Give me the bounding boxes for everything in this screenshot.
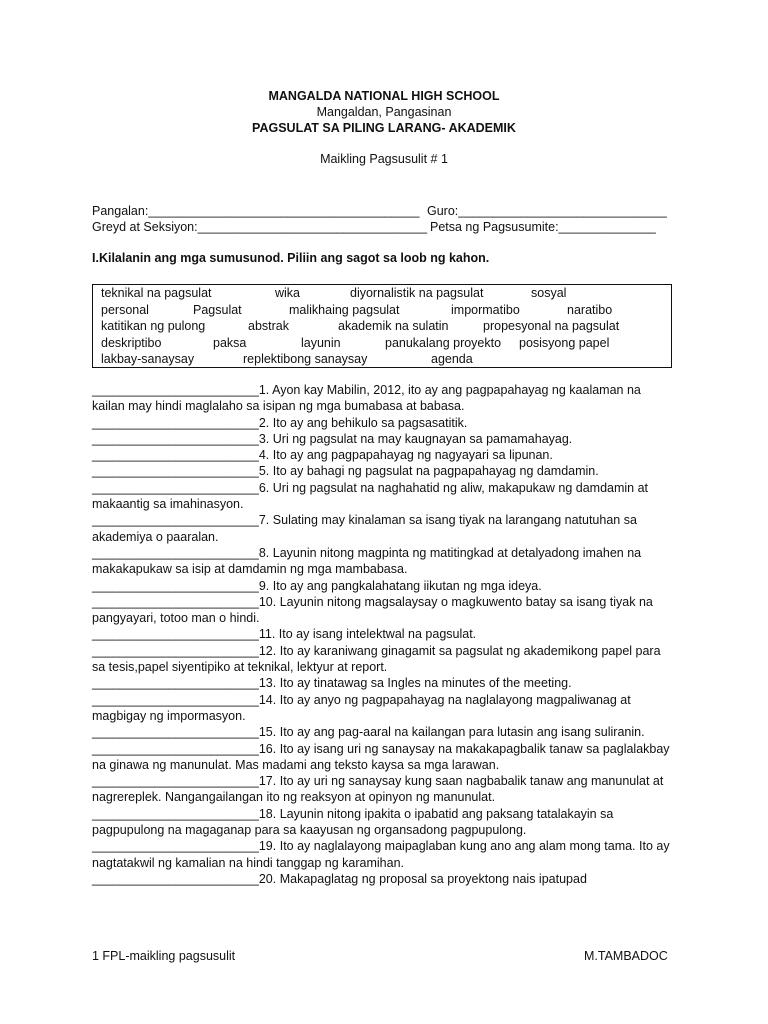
question-continuation: na ginawa ng manunulat. Mas madami ang teksto kaysa sa mga larawan. bbox=[92, 757, 500, 772]
question-continuation: makakapukaw sa isip at damdamin ng mga mambabasa. bbox=[92, 562, 408, 577]
answer-blank[interactable]: ________________________ bbox=[92, 545, 259, 560]
question-number: 2. bbox=[258, 415, 270, 430]
question-text: Ito ay isang uri ng sanaysay na makakapagbalik tanaw sa paglalakbay bbox=[279, 741, 670, 756]
question-number: 13. bbox=[258, 676, 277, 691]
word-choice: diyornalistik na pagsulat bbox=[350, 286, 484, 300]
question-continuation: akademiya o paaralan. bbox=[92, 529, 219, 544]
question-item bbox=[92, 578, 672, 594]
question-item bbox=[92, 480, 672, 496]
question-item bbox=[92, 675, 672, 691]
question-number: 9. bbox=[258, 578, 270, 593]
question-item bbox=[92, 871, 672, 887]
question-item bbox=[92, 773, 672, 789]
question-text: Ayon kay Mabilin, 2012, ito ay ang pagpapahayag ng kaalaman na bbox=[272, 383, 641, 397]
question-continuation: nagtatakwil ng kamalian na hindi tanggap ng karamihan. bbox=[92, 855, 405, 870]
question-number: 11. bbox=[258, 627, 276, 642]
answer-blank[interactable]: ________________________ bbox=[92, 627, 259, 642]
question-text: Layunin nitong magpinta ng matitingkad at detalyadong imahen na bbox=[272, 545, 642, 560]
answer-blank[interactable]: ________________________ bbox=[92, 431, 259, 446]
question-number: 3. bbox=[258, 431, 270, 446]
answer-blank[interactable]: ________________________ bbox=[92, 415, 259, 430]
word-choice: teknikal na pagsulat bbox=[101, 286, 212, 300]
question-number: 12. bbox=[258, 643, 277, 658]
question-item bbox=[92, 724, 672, 740]
footer-label: 1 FPL-maikling pagsusulit bbox=[92, 949, 236, 963]
word-choice: lakbay-sanaysay bbox=[101, 352, 195, 366]
question-item bbox=[92, 806, 672, 822]
question-number: 14. bbox=[258, 692, 277, 707]
word-choice: deskriptibo bbox=[101, 336, 162, 350]
question-number: 20. bbox=[258, 871, 277, 886]
word-choice: replektibong sanaysay bbox=[243, 352, 368, 366]
word-box bbox=[92, 284, 672, 368]
question-text: Ito ay ang pag-aaral na kailangan para lutasin ang isang suliranin. bbox=[279, 725, 645, 740]
answer-blank[interactable]: ________________________ bbox=[92, 578, 259, 593]
word-choice: paksa bbox=[213, 336, 247, 350]
question-continuation: makaantig sa imahinasyon. bbox=[92, 497, 244, 512]
question-number: 10. bbox=[258, 594, 277, 609]
word-choice: akademik na sulatin bbox=[338, 319, 449, 333]
question-item bbox=[92, 382, 672, 398]
school-location: Mangaldan, Pangasinan bbox=[316, 105, 452, 119]
question-continuation: pagpupulong na magaganap para sa kaayusan ng organsadong pagpupulong. bbox=[92, 823, 527, 838]
word-choice: Pagsulat bbox=[193, 303, 242, 317]
document-header bbox=[0, 88, 768, 136]
question-text: Ito ay ang behikulo sa pagsasatitik. bbox=[272, 415, 468, 430]
word-choice: layunin bbox=[301, 336, 341, 350]
question-text: Ito ay anyo ng pagpapahayag na naglalayong magpaliwanag at bbox=[279, 692, 631, 707]
answer-blank[interactable]: ________________________ bbox=[92, 692, 259, 707]
question-item bbox=[92, 741, 672, 757]
question-text: Ito ay karaniwang ginagamit sa pagsulat ng akademikong papel para bbox=[279, 643, 661, 658]
question-text: Ito ay naglalayong maipaglaban kung ano ang alam mong tama. Ito ay bbox=[279, 839, 670, 854]
question-item bbox=[92, 431, 672, 447]
instruction: I.Kilalanin ang mga sumusunod. Piliin ang sagot sa loob ng kahon. bbox=[92, 251, 490, 265]
question-text: Layunin nitong magsalaysay o magkuwento batay sa isang tiyak na bbox=[279, 594, 653, 609]
grade-field[interactable]: _________________________________ bbox=[197, 220, 428, 234]
word-choice: impormatibo bbox=[451, 303, 520, 317]
question-text: Ito ay isang intelektwal na pagsulat. bbox=[278, 627, 477, 642]
answer-blank[interactable]: ________________________ bbox=[92, 725, 259, 740]
teacher-field[interactable]: ______________________________ bbox=[458, 204, 667, 218]
question-text: Sulating may kinalaman sa isang tiyak na larangang natutuhan sa bbox=[272, 513, 637, 528]
grade-label: Greyd at Seksiyon: bbox=[92, 220, 198, 234]
answer-blank[interactable]: ________________________ bbox=[92, 464, 259, 479]
question-number: 6. bbox=[258, 480, 270, 495]
answer-blank[interactable]: ________________________ bbox=[92, 806, 259, 821]
question-item bbox=[92, 643, 672, 659]
answer-blank[interactable]: ________________________ bbox=[92, 383, 259, 397]
answer-blank[interactable]: ________________________ bbox=[92, 448, 259, 463]
question-number: 17. bbox=[258, 774, 277, 789]
question-text: Uri ng pagsulat na naghahatid ng aliw, makapukaw ng damdamin at bbox=[272, 480, 649, 495]
answer-blank[interactable]: ________________________ bbox=[92, 676, 259, 691]
teacher-label: Guro: bbox=[427, 204, 459, 218]
question-item bbox=[92, 545, 672, 561]
question-continuation: pangyayari, totoo man o hindi. bbox=[92, 611, 260, 626]
question-text: Layunin nitong ipakita o ipabatid ang paksang tatalakayin sa bbox=[279, 806, 614, 821]
word-choice: sosyal bbox=[531, 286, 567, 300]
answer-blank[interactable]: ________________________ bbox=[92, 741, 259, 756]
question-list bbox=[92, 382, 672, 887]
answer-blank[interactable]: ________________________ bbox=[92, 480, 259, 495]
word-choice: propesyonal na pagsulat bbox=[483, 319, 620, 333]
question-item bbox=[92, 463, 672, 479]
date-field[interactable]: ______________ bbox=[558, 220, 656, 234]
word-choice: agenda bbox=[431, 352, 473, 366]
question-number: 8. bbox=[258, 545, 270, 560]
question-number: 4. bbox=[258, 448, 270, 463]
question-continuation: kailan may hindi maglalaho sa isipan ng mga bumabasa at babasa. bbox=[92, 399, 465, 414]
footer-author: M.TAMBADOC bbox=[584, 949, 668, 963]
question-continuation: sa tesis,papel siyentipiko at teknikal, lektyur at report. bbox=[92, 660, 388, 675]
question-number: 19. bbox=[258, 839, 277, 854]
question-continuation: nagrereplek. Nangangailangan ito ng reaksyon at opinyon ng manunulat. bbox=[92, 790, 496, 805]
subject-title: PAGSULAT SA PILING LARANG- AKADEMIK bbox=[252, 121, 516, 135]
question-text: Ito ay bahagi ng pagsulat na pagpapahayag ng damdamin. bbox=[272, 464, 599, 479]
question-number: 18. bbox=[258, 806, 277, 821]
answer-blank[interactable]: ________________________ bbox=[92, 594, 259, 609]
answer-blank[interactable]: ________________________ bbox=[92, 643, 259, 658]
word-choice: panukalang proyekto bbox=[385, 336, 502, 350]
date-label: Petsa ng Pagsusumite: bbox=[430, 220, 559, 234]
question-item bbox=[92, 447, 672, 463]
question-continuation: magbigay ng impormasyon. bbox=[92, 708, 246, 723]
word-choice: posisyong papel bbox=[519, 336, 610, 350]
question-number: 7. bbox=[258, 513, 270, 528]
answer-blank[interactable]: ________________________ bbox=[92, 513, 259, 528]
question-item bbox=[92, 838, 672, 854]
question-item bbox=[92, 594, 672, 610]
word-choice: katitikan ng pulong bbox=[101, 319, 206, 333]
name-field[interactable]: _______________________________________ bbox=[148, 204, 420, 218]
question-text: Ito ay ang pangkalahatang iikutan ng mga ideya. bbox=[272, 578, 542, 593]
word-choice: abstrak bbox=[248, 319, 289, 333]
answer-blank[interactable]: ________________________ bbox=[92, 839, 259, 854]
word-choice: personal bbox=[101, 303, 149, 317]
answer-blank[interactable]: ________________________ bbox=[92, 774, 259, 789]
question-number: 1. bbox=[258, 383, 270, 397]
question-number: 15. bbox=[258, 725, 277, 740]
question-number: 5. bbox=[258, 464, 270, 479]
question-text: Ito ay ang pagpapahayag ng nagyayari sa lipunan. bbox=[272, 448, 553, 463]
question-text: Uri ng pagsulat na may kaugnayan sa pamamahayag. bbox=[272, 431, 573, 446]
question-number: 16. bbox=[258, 741, 277, 756]
question-text: Makapaglatag ng proposal sa proyektong nais ipatupad bbox=[279, 871, 587, 886]
answer-blank[interactable]: ________________________ bbox=[92, 871, 259, 886]
word-choice: malikhaing pagsulat bbox=[289, 303, 400, 317]
school-name: MANGALDA NATIONAL HIGH SCHOOL bbox=[268, 89, 500, 103]
word-choice: naratibo bbox=[567, 303, 613, 317]
question-text: Ito ay uri ng sanaysay kung saan nagbabalik tanaw ang manunulat at bbox=[279, 774, 664, 789]
word-choice: wika bbox=[275, 286, 301, 300]
question-text: Ito ay tinatawag sa Ingles na minutes of the meeting. bbox=[279, 676, 572, 691]
question-item bbox=[92, 692, 672, 708]
question-item bbox=[92, 415, 672, 431]
question-item bbox=[92, 626, 672, 642]
question-item bbox=[92, 512, 672, 528]
quiz-title: Maikling Pagsusulit # 1 bbox=[320, 152, 448, 166]
name-label: Pangalan: bbox=[92, 204, 149, 218]
